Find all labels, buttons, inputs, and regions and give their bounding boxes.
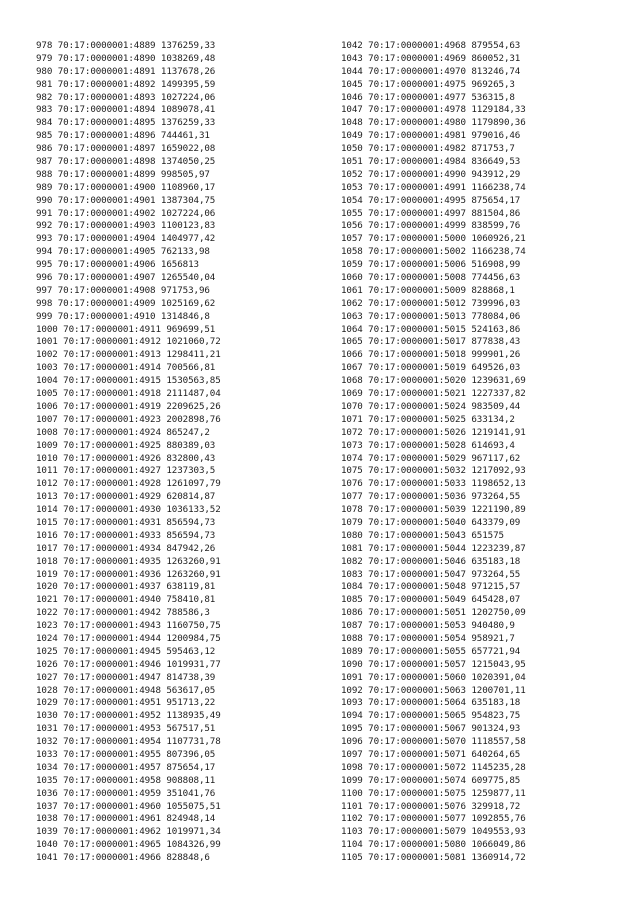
record-line: 1088 70:17:0000001:5054 958921,7 (341, 632, 515, 644)
record-line: 1084 70:17:0000001:5048 971215,57 (341, 581, 521, 593)
record-line: 1013 70:17:0000001:4929 620814,87 (36, 491, 216, 503)
record-line: 1069 70:17:0000001:5021 1227337,82 (341, 388, 526, 400)
record-line: 1064 70:17:0000001:5015 524163,86 (341, 323, 521, 335)
record-line: 980 70:17:0000001:4891 1137678,26 (36, 65, 216, 77)
record-line: 1044 70:17:0000001:4970 813246,74 (341, 65, 521, 77)
record-line: 1096 70:17:0000001:5070 1118557,58 (341, 736, 526, 748)
record-line: 979 70:17:0000001:4890 1038269,48 (36, 52, 216, 64)
record-line: 998 70:17:0000001:4909 1025169,62 (36, 297, 216, 309)
record-line: 990 70:17:0000001:4901 1387304,75 (36, 194, 216, 206)
record-line: 1074 70:17:0000001:5029 967117,62 (341, 452, 521, 464)
record-line: 1039 70:17:0000001:4962 1019971,34 (36, 826, 221, 838)
record-line: 1104 70:17:0000001:5080 1066049,86 (341, 839, 526, 851)
record-line: 1079 70:17:0000001:5040 643379,09 (341, 516, 521, 528)
record-line: 1061 70:17:0000001:5009 828868,1 (341, 284, 515, 296)
record-line: 988 70:17:0000001:4899 998505,97 (36, 168, 210, 180)
record-line: 1030 70:17:0000001:4952 1138935,49 (36, 710, 221, 722)
record-line: 1086 70:17:0000001:5051 1202750,09 (341, 607, 526, 619)
record-line: 1016 70:17:0000001:4933 856594,73 (36, 529, 216, 541)
record-line: 1089 70:17:0000001:5055 657721,94 (341, 645, 521, 657)
record-line: 1004 70:17:0000001:4915 1530563,85 (36, 375, 221, 387)
record-line: 1054 70:17:0000001:4995 875654,17 (341, 194, 521, 206)
record-line: 1056 70:17:0000001:4999 838599,76 (341, 220, 521, 232)
record-line: 981 70:17:0000001:4892 1499395,59 (36, 78, 216, 90)
record-line: 1006 70:17:0000001:4919 2209625,26 (36, 400, 221, 412)
record-line: 1059 70:17:0000001:5006 516908,99 (341, 259, 521, 271)
record-line: 1068 70:17:0000001:5020 1239631,69 (341, 375, 526, 387)
record-line: 1045 70:17:0000001:4975 969265,3 (341, 78, 515, 90)
record-line: 1015 70:17:0000001:4931 856594,73 (36, 516, 216, 528)
record-line: 1095 70:17:0000001:5067 901324,93 (341, 723, 521, 735)
record-line: 1012 70:17:0000001:4928 1261097,79 (36, 478, 221, 490)
record-line: 1029 70:17:0000001:4951 951713,22 (36, 697, 216, 709)
record-line: 1028 70:17:0000001:4948 563617,05 (36, 684, 216, 696)
record-line: 1034 70:17:0000001:4957 875654,17 (36, 761, 216, 773)
record-line: 1067 70:17:0000001:5019 649526,03 (341, 362, 521, 374)
record-line: 1025 70:17:0000001:4945 595463,12 (36, 645, 216, 657)
record-line: 1080 70:17:0000001:5043 651575 (341, 529, 504, 541)
record-line: 983 70:17:0000001:4894 1089078,41 (36, 104, 216, 116)
record-line: 1092 70:17:0000001:5063 1200701,11 (341, 684, 526, 696)
record-line: 1071 70:17:0000001:5025 633134,2 (341, 413, 515, 425)
record-line: 1073 70:17:0000001:5028 614693,4 (341, 439, 515, 451)
record-line: 993 70:17:0000001:4904 1404977,42 (36, 233, 216, 245)
record-line: 1027 70:17:0000001:4947 814738,39 (36, 671, 216, 683)
record-line: 1097 70:17:0000001:5071 640264,65 (341, 748, 521, 760)
record-line: 982 70:17:0000001:4893 1027224,06 (36, 91, 216, 103)
record-line: 1094 70:17:0000001:5065 954823,75 (341, 710, 521, 722)
record-line: 1036 70:17:0000001:4959 351041,76 (36, 787, 216, 799)
record-line: 1070 70:17:0000001:5024 983509,44 (341, 400, 521, 412)
record-line: 1102 70:17:0000001:5077 1092855,76 (341, 813, 526, 825)
left-column-list (36, 40, 326, 865)
record-line: 1021 70:17:0000001:4940 758410,81 (36, 594, 216, 606)
record-line: 1032 70:17:0000001:4954 1107731,78 (36, 736, 221, 748)
record-line: 1040 70:17:0000001:4965 1084326,99 (36, 839, 221, 851)
record-line: 1075 70:17:0000001:5032 1217092,93 (341, 465, 526, 477)
record-line: 991 70:17:0000001:4902 1027224,06 (36, 207, 216, 219)
record-line: 1063 70:17:0000001:5013 778084,06 (341, 310, 521, 322)
record-line: 1076 70:17:0000001:5033 1198652,13 (341, 478, 526, 490)
record-line: 1105 70:17:0000001:5081 1360914,72 (341, 852, 526, 864)
record-line: 1023 70:17:0000001:4943 1160750,75 (36, 620, 221, 632)
record-line: 1103 70:17:0000001:5079 1049553,93 (341, 826, 526, 838)
record-line: 1093 70:17:0000001:5064 635183,18 (341, 697, 521, 709)
record-line: 1048 70:17:0000001:4980 1179890,36 (341, 117, 526, 129)
record-line: 1041 70:17:0000001:4966 828848,6 (36, 852, 210, 864)
record-line: 1051 70:17:0000001:4984 836649,53 (341, 156, 521, 168)
record-line: 1099 70:17:0000001:5074 609775,85 (341, 774, 521, 786)
record-line: 1100 70:17:0000001:5075 1259877,11 (341, 787, 526, 799)
record-line: 999 70:17:0000001:4910 1314846,8 (36, 310, 210, 322)
record-line: 984 70:17:0000001:4895 1376259,33 (36, 117, 216, 129)
record-line: 1008 70:17:0000001:4924 865247,2 (36, 426, 210, 438)
record-line: 1007 70:17:0000001:4923 2002898,76 (36, 413, 221, 425)
record-line: 1091 70:17:0000001:5060 1020391,04 (341, 671, 526, 683)
record-line: 992 70:17:0000001:4903 1100123,83 (36, 220, 216, 232)
record-line: 1053 70:17:0000001:4991 1166238,74 (341, 181, 526, 193)
record-line: 987 70:17:0000001:4898 1374050,25 (36, 156, 216, 168)
record-line: 978 70:17:0000001:4889 1376259,33 (36, 40, 216, 51)
record-line: 1005 70:17:0000001:4918 2111487,04 (36, 388, 221, 400)
record-line: 1065 70:17:0000001:5017 877838,43 (341, 336, 521, 348)
record-line: 1058 70:17:0000001:5002 1166238,74 (341, 246, 526, 258)
record-line: 996 70:17:0000001:4907 1265540,04 (36, 272, 216, 284)
record-line: 1062 70:17:0000001:5012 739996,03 (341, 297, 521, 309)
record-line: 1052 70:17:0000001:4990 943912,29 (341, 168, 521, 180)
record-line: 1087 70:17:0000001:5053 940480,9 (341, 620, 515, 632)
record-line: 1018 70:17:0000001:4935 1263260,91 (36, 555, 221, 567)
record-line: 1035 70:17:0000001:4958 908808,11 (36, 774, 216, 786)
record-line: 1046 70:17:0000001:4977 536315,8 (341, 91, 515, 103)
record-line: 1022 70:17:0000001:4942 788586,3 (36, 607, 210, 619)
record-line: 1043 70:17:0000001:4969 860052,31 (341, 52, 521, 64)
record-line: 986 70:17:0000001:4897 1659022,08 (36, 143, 216, 155)
record-line: 1026 70:17:0000001:4946 1019931,77 (36, 658, 221, 670)
record-line: 1024 70:17:0000001:4944 1200984,75 (36, 632, 221, 644)
right-column-list (341, 40, 631, 865)
record-line: 1060 70:17:0000001:5008 774456,63 (341, 272, 521, 284)
record-line: 989 70:17:0000001:4900 1108960,17 (36, 181, 216, 193)
record-line: 995 70:17:0000001:4906 1656813 (36, 259, 199, 271)
record-line: 1011 70:17:0000001:4927 1237303,5 (36, 465, 216, 477)
record-line: 985 70:17:0000001:4896 744461,31 (36, 130, 210, 142)
record-line: 1000 70:17:0000001:4911 969699,51 (36, 323, 216, 335)
record-line: 1083 70:17:0000001:5047 973264,55 (341, 568, 521, 580)
record-line: 1047 70:17:0000001:4978 1129184,33 (341, 104, 526, 116)
record-line: 1020 70:17:0000001:4937 638119,81 (36, 581, 216, 593)
record-line: 1042 70:17:0000001:4968 879554,63 (341, 40, 521, 51)
record-line: 1003 70:17:0000001:4914 700566,81 (36, 362, 216, 374)
record-line: 1049 70:17:0000001:4981 979016,46 (341, 130, 521, 142)
record-line: 1101 70:17:0000001:5076 329918,72 (341, 800, 521, 812)
record-line: 1037 70:17:0000001:4960 1055075,51 (36, 800, 221, 812)
record-line: 1050 70:17:0000001:4982 871753,7 (341, 143, 515, 155)
record-line: 1031 70:17:0000001:4953 567517,51 (36, 723, 216, 735)
record-line: 1019 70:17:0000001:4936 1263260,91 (36, 568, 221, 580)
record-line: 1085 70:17:0000001:5049 645428,07 (341, 594, 521, 606)
record-line: 1081 70:17:0000001:5044 1223239,87 (341, 542, 526, 554)
record-line: 1066 70:17:0000001:5018 999901,26 (341, 349, 521, 361)
record-line: 1017 70:17:0000001:4934 847942,26 (36, 542, 216, 554)
record-line: 1038 70:17:0000001:4961 824948,14 (36, 813, 216, 825)
record-line: 1033 70:17:0000001:4955 807396,05 (36, 748, 216, 760)
record-line: 1001 70:17:0000001:4912 1021060,72 (36, 336, 221, 348)
record-line: 1009 70:17:0000001:4925 880389,03 (36, 439, 216, 451)
record-line: 1098 70:17:0000001:5072 1145235,28 (341, 761, 526, 773)
record-line: 994 70:17:0000001:4905 762133,98 (36, 246, 210, 258)
record-line: 1002 70:17:0000001:4913 1298411,21 (36, 349, 221, 361)
record-line: 1072 70:17:0000001:5026 1219141,91 (341, 426, 526, 438)
record-line: 1010 70:17:0000001:4926 832800,43 (36, 452, 216, 464)
record-line: 1077 70:17:0000001:5036 973264,55 (341, 491, 521, 503)
record-line: 997 70:17:0000001:4908 971753,96 (36, 284, 210, 296)
record-line: 1078 70:17:0000001:5039 1221190,89 (341, 504, 526, 516)
record-line: 1055 70:17:0000001:4997 881504,86 (341, 207, 521, 219)
record-line: 1014 70:17:0000001:4930 1036133,52 (36, 504, 221, 516)
record-line: 1082 70:17:0000001:5046 635183,18 (341, 555, 521, 567)
record-line: 1057 70:17:0000001:5000 1060926,21 (341, 233, 526, 245)
record-line: 1090 70:17:0000001:5057 1215043,95 (341, 658, 526, 670)
